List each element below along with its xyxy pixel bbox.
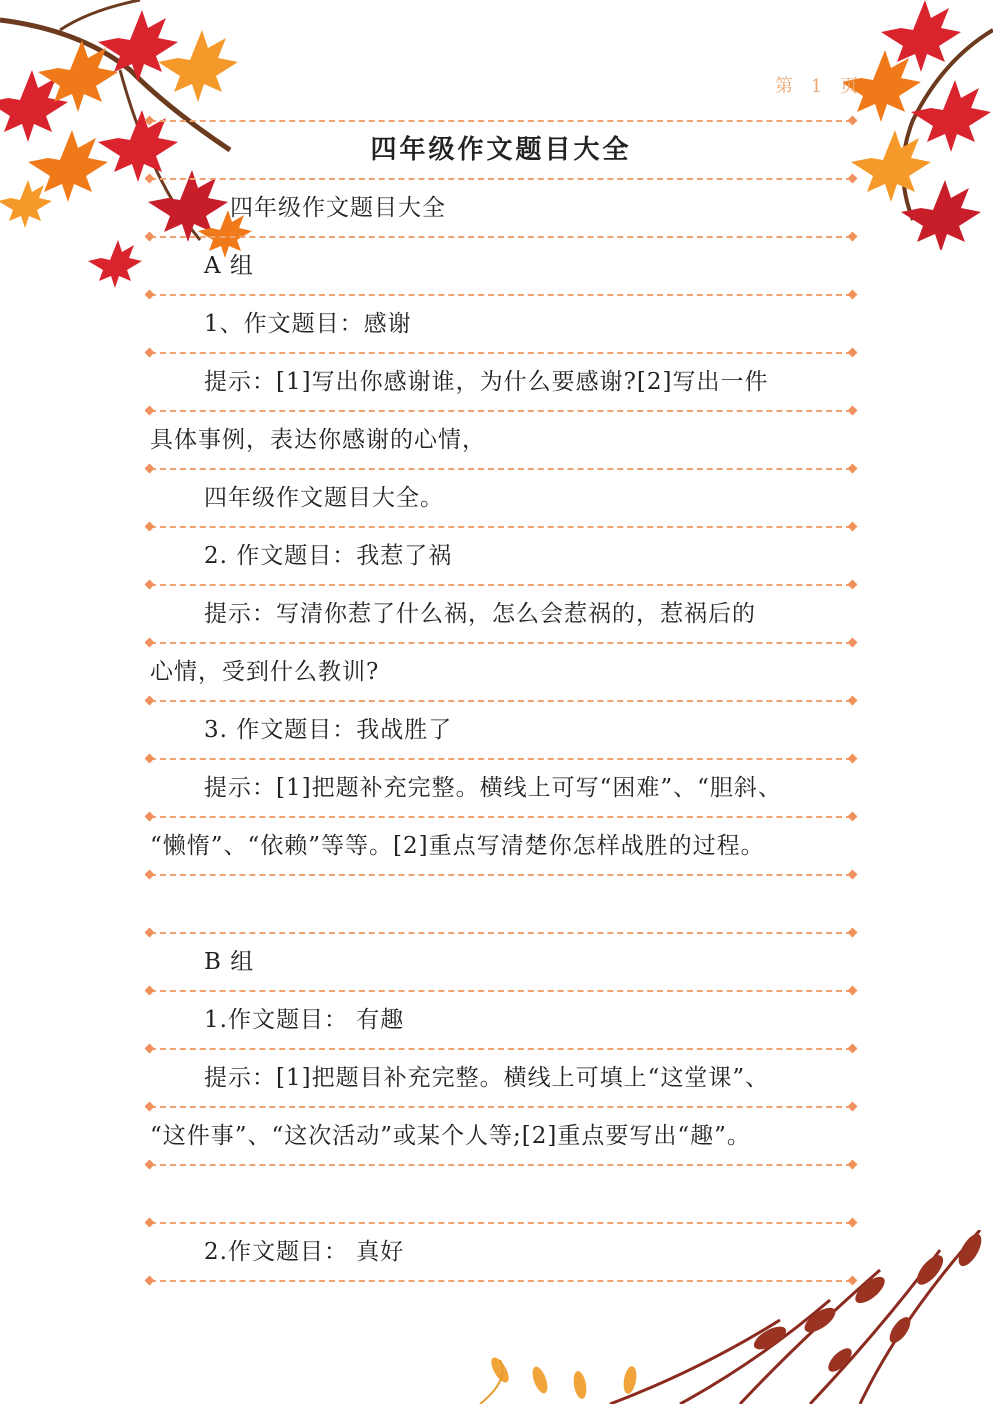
ruled-line <box>150 468 852 470</box>
maple-leaves-decoration-icon <box>843 0 993 250</box>
group-a-topic1-hint-cont: 四年级作文题目大全。 <box>204 485 444 511</box>
ruled-line <box>150 526 852 528</box>
group-b-topic1-hint-cont: “这件事”、“这次活动”或某个人等;[2]重点要写出“趣”。 <box>150 1123 751 1149</box>
group-b-label: B 组 <box>204 949 255 975</box>
ruled-line <box>150 758 852 760</box>
group-a-topic1: 1、作文题目：感谢 <box>204 311 412 337</box>
ruled-line <box>150 1222 852 1224</box>
ruled-line <box>150 1164 852 1166</box>
ruled-line <box>150 236 852 238</box>
blank-line <box>150 876 852 932</box>
ruled-line <box>150 1106 852 1108</box>
ruled-line <box>150 584 852 586</box>
ruled-line <box>150 352 852 354</box>
group-a-topic3-hint: 提示：[1]把题补充完整。横线上可写“困难”、“胆斜、 <box>204 775 782 801</box>
group-a-topic2-hint: 提示：写清你惹了什么祸，怎么会惹祸的，惹祸后的 <box>204 601 756 627</box>
ruled-line <box>150 642 852 644</box>
document-title: 四年级作文题目大全 <box>370 135 632 165</box>
ruled-line <box>150 120 852 122</box>
ruled-line <box>150 178 852 180</box>
document-subtitle: 四年级作文题目大全 <box>230 195 446 221</box>
ruled-line <box>150 700 852 702</box>
blank-line <box>150 1166 852 1222</box>
group-b-topic1: 1.作文题目： 有趣 <box>204 1007 405 1033</box>
document-body <box>150 120 852 1282</box>
ruled-line <box>150 874 852 876</box>
group-a-topic3: 3. 作文题目：我战胜了 <box>204 717 453 743</box>
group-a-topic2: 2. 作文题目：我惹了祸 <box>204 543 453 569</box>
group-a-topic1-hint-cont: 具体事例，表达你感谢的心情， <box>150 427 486 453</box>
ruled-line <box>150 294 852 296</box>
ruled-line <box>150 410 852 412</box>
ruled-line <box>150 932 852 934</box>
group-b-topic2: 2.作文题目： 真好 <box>204 1239 405 1265</box>
ruled-line <box>150 990 852 992</box>
ruled-line <box>150 1280 852 1282</box>
group-a-topic3-hint-cont: “懒惰”、“依赖”等等。[2]重点写清楚你怎样战胜的过程。 <box>150 833 765 859</box>
group-a-topic1-hint: 提示：[1]写出你感谢谁，为什么要感谢?[2]写出一件 <box>204 369 769 395</box>
ruled-line <box>150 816 852 818</box>
group-b-topic1-hint: 提示：[1]把题目补充完整。横线上可填上“这堂课”、 <box>204 1065 770 1091</box>
page-number: 第 1 页 <box>775 76 864 97</box>
group-a-label: A 组 <box>204 253 254 279</box>
ruled-line <box>150 1048 852 1050</box>
group-a-topic2-hint-cont: 心情，受到什么教训? <box>150 659 380 685</box>
